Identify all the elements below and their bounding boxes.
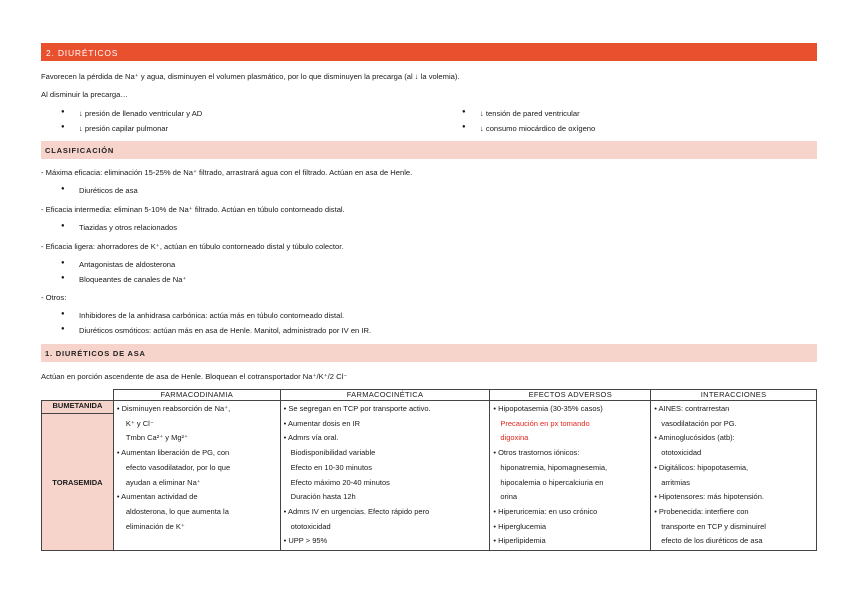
bullet-right-2: ● ↓ consumo miocárdico de oxígeno: [480, 124, 595, 133]
fc-line: • UPP > 95%: [283, 536, 328, 546]
drug-bumetanida: BUMETANIDA: [42, 401, 114, 414]
ea-line: orina: [500, 492, 518, 502]
clasificacion-maxima-item: ● Diuréticos de asa: [79, 186, 138, 195]
fd-line: aldosterona, lo que aumenta la: [125, 506, 229, 516]
section-title: 2. DIURÉTICOS: [41, 43, 817, 61]
fd-line: K⁺ y Cl⁻: [125, 418, 154, 428]
cell-farmacocinetica: [280, 401, 490, 551]
table-corner: [42, 390, 114, 401]
cell-farmacodinamia: [113, 401, 280, 551]
table-row: [42, 401, 817, 414]
ea-line: hipocalemia o hipercalciuria en: [500, 477, 604, 487]
fd-line: eliminación de K⁺: [125, 521, 185, 531]
clasificacion-ligera: - Eficacia ligera: ahorradores de K⁺, actúan en túbulo contorneado distal y túbulo colector.: [41, 242, 344, 251]
clasificacion-otros-item-2: ● Diuréticos osmóticos: actúan más en asa de Henle. Manitol, administrado por IV en IR.: [79, 326, 371, 335]
asa-title: 1. DIURÉTICOS DE ASA: [41, 344, 817, 362]
int-line: • Probenecida: interfiere con: [654, 506, 749, 516]
fd-line: efecto vasodilatador, por lo que: [125, 462, 231, 472]
fd-line: • Disminuyen reabsorción de Na⁺,: [116, 404, 231, 413]
clasificacion-ligera-item-1: ● Antagonistas de aldosterona: [79, 260, 175, 269]
int-line: • Hipotensores: más hipotensión.: [654, 492, 764, 502]
fc-line: Duración hasta 12h: [290, 492, 356, 502]
ea-line: • Hipopotasemia (30-35% casos): [493, 404, 603, 413]
fc-line: Efecto máximo 20-40 minutos: [290, 477, 390, 487]
fc-line: Biodisponibilidad variable: [290, 448, 376, 458]
clasificacion-title: CLASIFICACIÓN: [41, 141, 817, 159]
int-line: vasodilatación por PG.: [661, 418, 737, 428]
clasificacion-maxima: - Máxima eficacia: eliminación 15-25% de Na⁺ filtrado, arrastrará agua con el filtrado. Actúan en asa de Henle.: [41, 168, 413, 177]
ea-line: hiponatremia, hipomagnesemia,: [500, 462, 608, 472]
header-interacciones: INTERACCIONES: [651, 390, 817, 401]
ea-line: • Hiperuricemia: en uso crónico: [493, 506, 598, 516]
asa-description: Actúan en porción ascendente de asa de Henle. Bloquean el cotransportador Na⁺/K⁺/2 Cl⁻: [41, 372, 348, 381]
header-farmacocinetica: FARMACOCINÉTICA: [280, 390, 490, 401]
fc-line: ototoxicidad: [290, 521, 331, 531]
table-header-row: [42, 390, 817, 401]
int-line: arritmias: [661, 477, 690, 487]
intro-line-2: Al disminuir la precarga…: [41, 90, 128, 99]
clasificacion-ligera-item-2: ● Bloqueantes de canales de Na⁺: [79, 275, 186, 284]
int-line: transporte en TCP y disminuirel: [661, 521, 766, 531]
intro-line-1: Favorecen la pérdida de Na⁺ y agua, disminuyen el volumen plasmático, por lo que disminuyen la precarga (al ↓ la volemia).: [41, 72, 460, 81]
ea-line: • Otros trastornos iónicos:: [493, 448, 580, 458]
ea-warning-line: Precaución en px tomando: [500, 418, 590, 428]
clasificacion-otros: - Otros:: [41, 293, 67, 302]
clasificacion-otros-item-1: ● Inhibidores de la anhidrasa carbónica: actúa más en túbulo contorneado distal.: [79, 311, 344, 320]
bullet-right-1: ● ↓ tensión de pared ventricular: [480, 109, 580, 118]
cell-efectos-adversos: [490, 401, 651, 551]
clasificacion-intermedia: - Eficacia intermedia: eliminan 5-10% de Na⁺ filtrado. Actúan en túbulo contorneado distal.: [41, 205, 345, 214]
header-efectos: EFECTOS ADVERSOS: [490, 390, 651, 401]
fc-line: Efecto en 10-30 minutos: [290, 462, 372, 472]
drug-table: [41, 389, 817, 551]
int-line: • AINES: contrarrestan: [654, 404, 730, 413]
fc-line: • Se segregan en TCP por transporte activo.: [283, 404, 431, 413]
int-line: • Aminoglucósidos (atb):: [654, 433, 735, 443]
drug-torasemida: TORASEMIDA: [42, 414, 114, 551]
cell-interacciones: [651, 401, 817, 551]
int-line: ototoxicidad: [661, 448, 702, 458]
int-line: • Digitálicos: hipopotasemia,: [654, 462, 749, 472]
ea-line: • Hiperglucemia: [493, 521, 547, 531]
ea-warning-line: digoxina: [500, 433, 529, 443]
header-farmacodinamia: FARMACODINAMIA: [113, 390, 280, 401]
bullet-left-2: ● ↓ presión capilar pulmonar: [79, 124, 168, 133]
fc-line: • Aumentar dosis en IR: [283, 418, 361, 428]
fc-line: • Admrs vía oral.: [283, 433, 339, 443]
int-line: efecto de los diuréticos de asa: [661, 536, 763, 546]
ea-line: • Hiperlipidemia: [493, 536, 546, 546]
fd-line: • Aumentan actividad de: [116, 492, 198, 502]
fd-line: • Aumentan liberación de PG, con: [116, 448, 230, 458]
fd-line: ayudan a eliminar Na⁺: [125, 477, 201, 487]
fc-line: • Admrs IV en urgencias. Efecto rápido pero: [283, 506, 430, 516]
bullet-left-1: ● ↓ presión de llenado ventricular y AD: [79, 109, 202, 118]
clasificacion-intermedia-item: ● Tiazidas y otros relacionados: [79, 223, 177, 232]
fd-line: Tmbn Ca²⁺ y Mg²⁺: [125, 433, 188, 443]
